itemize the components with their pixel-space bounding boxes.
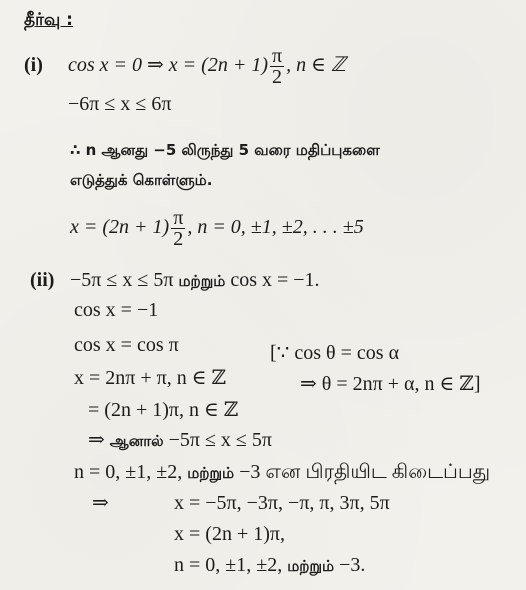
part2-and-word-2: மற்றும் <box>287 557 335 575</box>
part2-cos-eq: cos x = −1 <box>74 299 159 321</box>
part1-sol-fraction-num: π <box>173 207 184 229</box>
part1-sol-left: x = (2n + 1) <box>70 216 170 239</box>
part1-note-line1: ∴ n ஆனது −5 லிருந்து 5 வரை மதிப்புகளை <box>70 141 380 159</box>
part2-general-form: x = (2n + 1)π, <box>174 523 285 545</box>
part2-label: (ii) <box>30 269 55 291</box>
solution-heading: தீர்வு : <box>24 10 73 30</box>
part1-eq-left: cos x = 0 ⇒ x = (2n + 1) <box>68 54 268 77</box>
part1-eq-right: , n ∈ ℤ <box>286 54 346 77</box>
part2-line1 <box>30 268 320 293</box>
part2-substitute-line <box>74 460 490 485</box>
part2-bracket-line1: [∵ cos θ = cos α <box>270 342 400 364</box>
part1-sol-fraction <box>171 208 185 249</box>
part2-n-line <box>174 553 365 578</box>
part1-range: −6π ≤ x ≤ 6π <box>68 93 172 115</box>
part2-n-values-2: n = 0, ±1, ±2, <box>174 554 283 576</box>
part2-range-line <box>88 428 272 453</box>
part2-arrow: ⇒ <box>88 429 105 451</box>
part2-n-values: n = 0, ±1, ±2, <box>74 461 183 483</box>
part1-solution <box>70 208 364 249</box>
part1-line1 <box>24 46 346 87</box>
part2-substitute-text: −3 என பிரதியிட கிடைப்பது <box>239 461 491 483</box>
part2-bracket-line2: ⇒ θ = 2nπ + α, n ∈ ℤ] <box>300 373 481 395</box>
part1-note-line2: எடுத்துக் கொள்ளும். <box>70 171 213 189</box>
part2-n-rest: −3. <box>339 554 366 576</box>
part2-x-values-line <box>92 491 390 515</box>
part2-x-simplified: = (2n + 1)π, n ∈ ℤ <box>88 399 239 421</box>
part1-sol-right: , n = 0, ±1, ±2, . . . ±5 <box>187 216 364 239</box>
part2-substitute-rest <box>239 461 490 483</box>
part2-and-word: மற்றும் <box>187 464 235 482</box>
part1-fraction-den: 2 <box>272 66 283 88</box>
part1-fraction-num: π <box>271 45 283 67</box>
part2-cond-and: மற்றும் <box>178 272 226 290</box>
part2-cond-eq: cos x = −1. <box>230 269 320 291</box>
part2-cos-pi: cos x = cos π <box>74 334 179 356</box>
part2-but-word: ஆனால் <box>109 432 164 450</box>
part1-sol-fraction-den: 2 <box>173 228 184 250</box>
part1-fraction <box>270 46 284 87</box>
part1-label: (i) <box>24 54 43 77</box>
part2-range: −5π ≤ x ≤ 5π <box>168 429 273 451</box>
part2-arrow-2: ⇒ <box>92 492 109 514</box>
part2-x-values: x = −5π, −3π, −π, π, 3π, 5π <box>174 492 390 514</box>
part2-x-eq: x = 2nπ + π, n ∈ ℤ <box>74 367 227 389</box>
part2-cond-range: −5π ≤ x ≤ 5π <box>70 269 174 291</box>
